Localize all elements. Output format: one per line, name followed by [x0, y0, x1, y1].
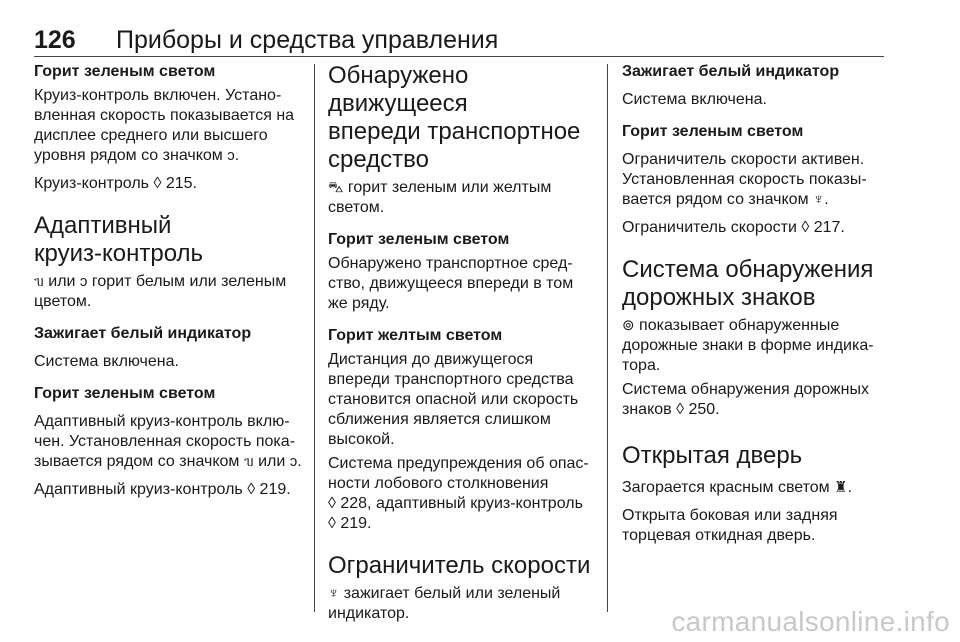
- acc-heading: Адаптивный круиз-контроль: [34, 212, 204, 267]
- acc-white-text: Система включена.: [34, 353, 179, 370]
- cruise-ref: Круиз-контроль ◊ 215.: [34, 175, 197, 192]
- page-title: Приборы и средства управления: [116, 26, 499, 54]
- traffic-sign-icon: ⊚: [622, 317, 635, 334]
- page-ref-arrow-icon: ◊: [247, 481, 256, 498]
- page-ref-arrow-icon: ◊: [328, 495, 336, 512]
- limiter-white-text: Система включена.: [622, 91, 767, 108]
- column-divider-2: [607, 64, 608, 612]
- acc-green-title: Горит зеленым светом: [34, 385, 216, 402]
- vehicle-yellow-text: Дистанция до движущегося впереди транспортного средства становится опасной или скорость сближения является слишком высокой.: [328, 351, 579, 448]
- cruise-green-title: Горит зеленым светом: [34, 63, 216, 80]
- speed-limiter-icon: ♆: [328, 585, 340, 602]
- limiter-intro: ♆ зажигает белый или зеленый индикатор.: [328, 585, 561, 622]
- adaptive-cruise-icon: ᥔ: [243, 453, 254, 470]
- limiter-white-title: Зажигает белый индикатор: [622, 63, 840, 80]
- door-open-desc: Открыта боковая или задняя торцевая откидная дверь.: [622, 507, 838, 544]
- sign-recognition-heading: Система обнаружения дорожных знаков: [622, 256, 874, 311]
- page-ref-arrow-icon: ◊: [801, 219, 810, 236]
- cruise-control-icon: ↄ: [289, 453, 298, 470]
- page-ref-arrow-icon: ◊: [328, 515, 336, 532]
- cruise-green-text: Круиз-контроль включен. Установленная скорость показывается на дисплее среднего или высшего уровня рядом со значком ↄ.: [34, 87, 295, 164]
- vehicle-ahead-icon: ⛍: [328, 179, 344, 196]
- column-1: [34, 62, 304, 500]
- door-open-heading: Открытая дверь: [622, 442, 803, 469]
- sign-recognition-text: ⊚ показывает обнаруженные дорожные знаки в форме индикатора.: [622, 317, 874, 374]
- limiter-green-title: Горит зеленым светом: [622, 123, 804, 140]
- column-2: [328, 62, 593, 624]
- page-number: 126: [34, 26, 76, 54]
- column-divider-1: [314, 64, 315, 612]
- acc-white-title: Зажигает белый индикатор: [34, 325, 252, 342]
- door-open-icon: ♜: [834, 479, 848, 496]
- door-open-text: Загорается красным светом ♜.: [622, 479, 853, 496]
- acc-ref: Адаптивный круиз-контроль ◊ 219.: [34, 481, 291, 498]
- header-divider: [34, 56, 884, 57]
- limiter-green-text: Ограничитель скорости активен. Установленная скорость показывается рядом со значком ♆.: [622, 151, 867, 208]
- speed-limiter-icon: ♆: [813, 191, 825, 208]
- vehicle-ahead-heading: Обнаружено движущееся впереди транспортное средство: [328, 62, 581, 173]
- cruise-control-icon: ↄ: [227, 147, 235, 164]
- watermark: carmanualsonline.info: [671, 606, 950, 637]
- vehicle-ahead-intro: ⛍ горит зеленым или желтым светом.: [328, 179, 552, 216]
- limiter-heading: Ограничитель скорости: [328, 552, 591, 579]
- limiter-ref: Ограничитель скорости ◊ 217.: [622, 219, 845, 236]
- column-3: [622, 62, 880, 546]
- collision-warning-text: Система предупреждения об опасности лобового столкновения ◊ 228, адаптивный круиз-контроль ◊ 219.: [328, 455, 589, 532]
- page-ref-arrow-icon: ◊: [676, 401, 685, 418]
- page-ref-arrow-icon: ◊: [153, 175, 162, 192]
- sign-recognition-ref: Система обнаружения дорожных знаков ◊ 250.: [622, 381, 869, 418]
- adaptive-cruise-icon: ᥔ: [34, 273, 44, 290]
- acc-intro: ᥔ или ↄ горит белым или зеленым цветом.: [34, 273, 287, 310]
- acc-green-text: Адаптивный круиз-контроль включен. Установленная скорость показывается рядом со значком ᥔ или ↄ.: [34, 413, 302, 470]
- vehicle-green-text: Обнаружено транспортное средство, движущееся впереди в том же ряду.: [328, 255, 574, 312]
- vehicle-green-title: Горит зеленым светом: [328, 231, 510, 248]
- cruise-control-icon: ↄ: [79, 273, 88, 290]
- vehicle-yellow-title: Горит желтым светом: [328, 327, 503, 344]
- page-header: [34, 12, 884, 52]
